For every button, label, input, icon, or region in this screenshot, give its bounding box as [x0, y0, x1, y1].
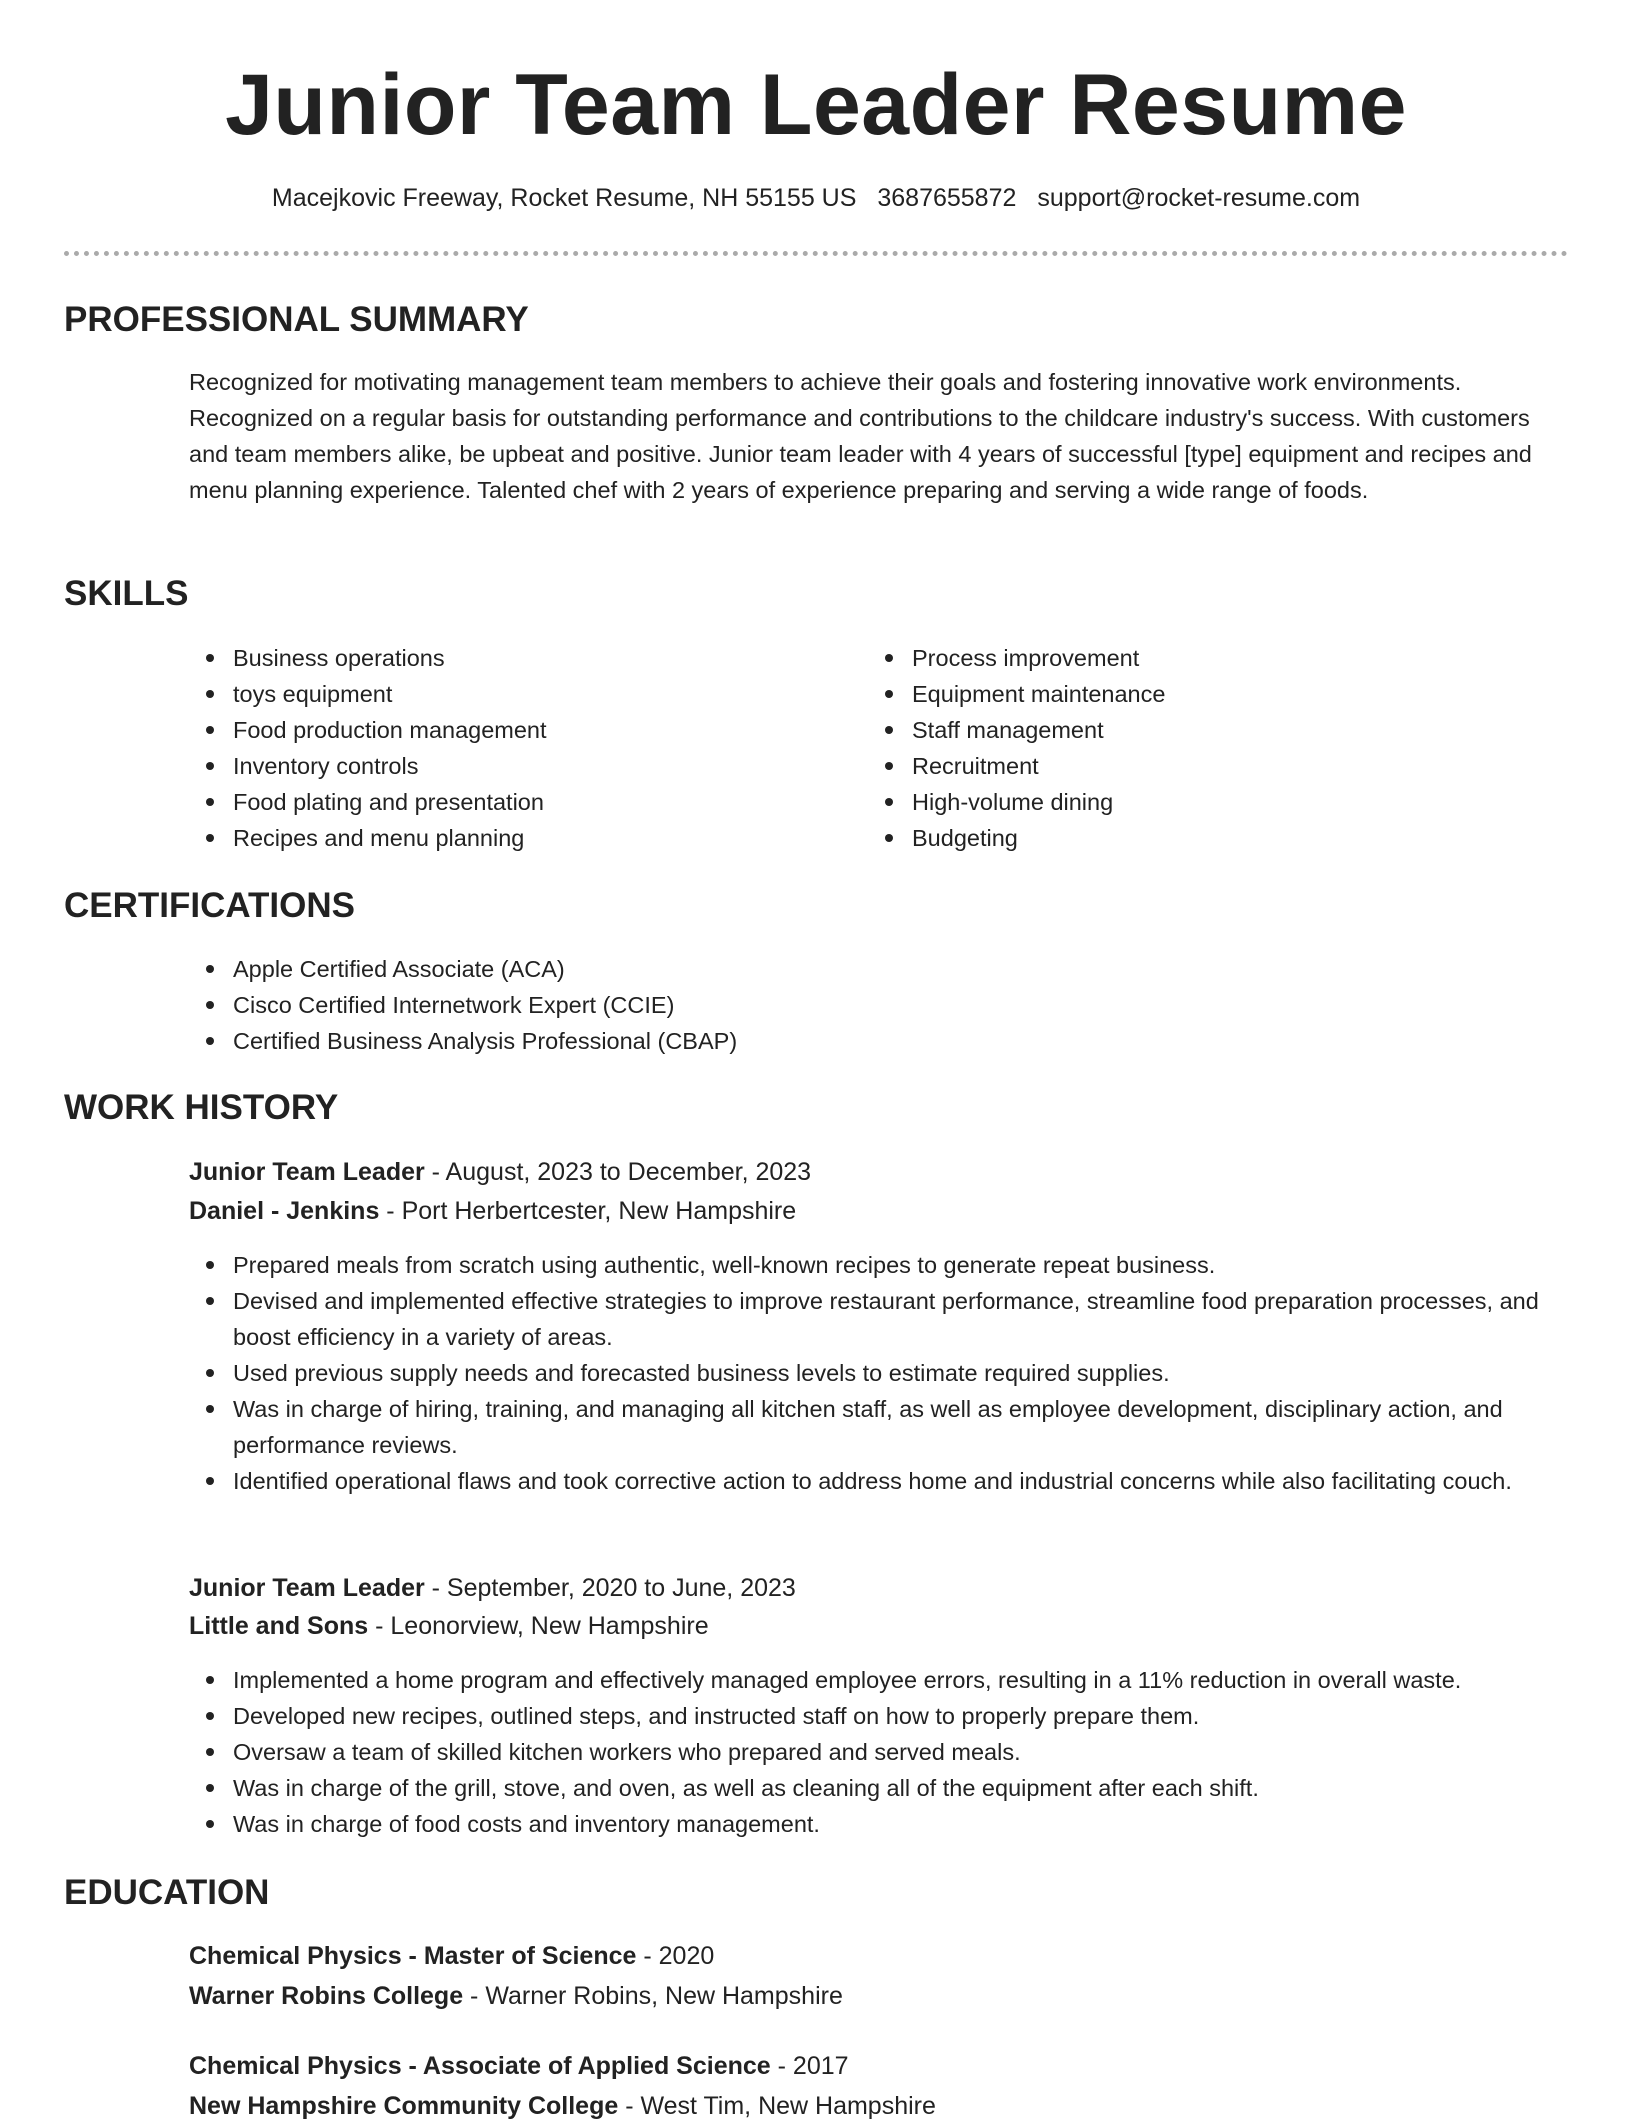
contact-phone: 3687655872 [877, 184, 1017, 212]
certification-item: Certified Business Analysis Professional (CBAP) [189, 1023, 1561, 1059]
job-location: - Leonorview, New Hampshire [368, 1612, 709, 1640]
skill-item: toys equipment [189, 676, 829, 712]
work-history-heading: WORK HISTORY [64, 1088, 339, 1127]
education-school: New Hampshire Community College [189, 2092, 619, 2120]
job-duties-list [189, 1247, 1561, 1499]
job-title: Junior Team Leader [189, 1574, 425, 1602]
skill-item: High-volume dining [868, 784, 1508, 820]
certification-item: Apple Certified Associate (ACA) [189, 951, 1561, 987]
job-duty: Was in charge of the grill, stove, and oven, as well as cleaning all of the equipment after each shift. [189, 1770, 1589, 1806]
job-company: Little and Sons [189, 1612, 369, 1640]
skill-item: Food plating and presentation [189, 784, 829, 820]
education-degree-line [189, 1937, 714, 1975]
skill-item: Process improvement [868, 640, 1508, 676]
job-title-line [189, 1153, 811, 1191]
summary-heading: PROFESSIONAL SUMMARY [64, 300, 529, 339]
skill-item: Recipes and menu planning [189, 820, 829, 856]
certifications-heading: CERTIFICATIONS [64, 886, 356, 925]
education-degree: Chemical Physics - Associate of Applied Science [189, 2052, 771, 2080]
certification-item: Cisco Certified Internetwork Expert (CCIE) [189, 987, 1561, 1023]
summary-text: Recognized for motivating management team members to achieve their goals and fostering innovative work environments. Recognized on a regular basis for outstanding performance and contributions to the childcare industry's success. With customers and team members alike, be upbeat and positive. Junior team leader with 4 years of successful [type] equipment and recipes and menu planning experience. Talented chef with 2 years of experience preparing and serving a wide range of foods. [189, 369, 1532, 503]
job-company-line [189, 1607, 709, 1645]
job-dates: - August, 2023 to December, 2023 [424, 1158, 812, 1186]
job-duty: Prepared meals from scratch using authentic, well-known recipes to generate repeat business. [189, 1247, 1561, 1283]
job-duty: Developed new recipes, outlined steps, and instructed staff on how to properly prepare them. [189, 1698, 1589, 1734]
education-year: - 2017 [770, 2052, 849, 2080]
job-duties-list [189, 1662, 1589, 1842]
contact-address: Macejkovic Freeway, Rocket Resume, NH 55155 US [271, 184, 857, 212]
education-school-line [189, 2087, 936, 2125]
job-duty: Identified operational flaws and took corrective action to address home and industrial concerns while also facilitating couch. [189, 1463, 1561, 1499]
job-company: Daniel - Jenkins [189, 1197, 380, 1225]
resume-title: Junior Team Leader Resume [225, 57, 1407, 153]
education-degree: Chemical Physics - Master of Science [189, 1942, 637, 1970]
skill-item: Staff management [868, 712, 1508, 748]
education-degree-line [189, 2047, 849, 2085]
skills-heading: SKILLS [64, 574, 189, 613]
education-heading: EDUCATION [64, 1873, 270, 1912]
job-dates: - September, 2020 to June, 2023 [424, 1574, 796, 1602]
job-company-line [189, 1192, 796, 1230]
skill-item: Business operations [189, 640, 829, 676]
skills-list-left [189, 640, 829, 856]
job-title-line [189, 1569, 796, 1607]
contact-email: support@rocket-resume.com [1037, 184, 1361, 212]
skills-list-right [868, 640, 1508, 856]
education-location: - Warner Robins, New Hampshire [463, 1982, 843, 2010]
job-title: Junior Team Leader [189, 1158, 425, 1186]
job-duty: Was in charge of hiring, training, and managing all kitchen staff, as well as employee development, disciplinary action, and performance reviews. [189, 1391, 1561, 1463]
job-duty: Was in charge of food costs and inventory management. [189, 1806, 1589, 1842]
skill-item: Equipment maintenance [868, 676, 1508, 712]
header-divider [64, 251, 1568, 256]
skill-item: Budgeting [868, 820, 1508, 856]
education-year: - 2020 [636, 1942, 715, 1970]
job-duty: Devised and implemented effective strategies to improve restaurant performance, streamline food preparation processes, and boost efficiency in a variety of areas. [189, 1283, 1561, 1355]
job-duty: Implemented a home program and effectively managed employee errors, resulting in a 11% reduction in overall waste. [189, 1662, 1589, 1698]
education-school: Warner Robins College [189, 1982, 464, 2010]
job-duty: Oversaw a team of skilled kitchen workers who prepared and served meals. [189, 1734, 1589, 1770]
skill-item: Food production management [189, 712, 829, 748]
skill-item: Inventory controls [189, 748, 829, 784]
education-school-line [189, 1977, 843, 2015]
job-location: - Port Herbertcester, New Hampshire [379, 1197, 797, 1225]
certifications-list [189, 951, 1561, 1059]
education-location: - West Tim, New Hampshire [618, 2092, 936, 2120]
skill-item: Recruitment [868, 748, 1508, 784]
contact-info [0, 180, 1632, 216]
job-duty: Used previous supply needs and forecasted business levels to estimate required supplies. [189, 1355, 1561, 1391]
